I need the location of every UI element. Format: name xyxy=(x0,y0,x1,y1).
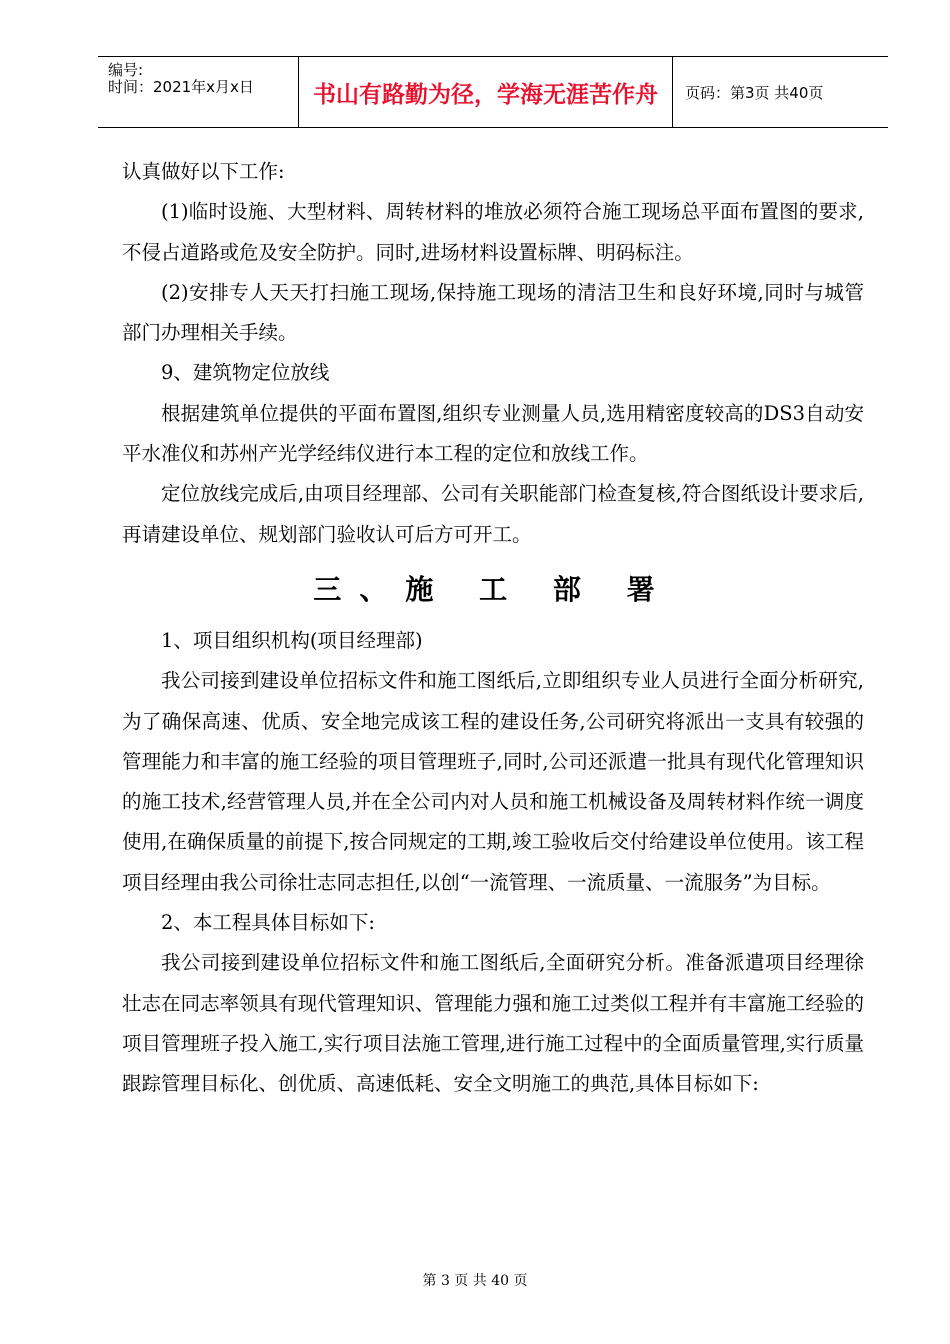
header-page-label: 页码：第3页 共40页 xyxy=(685,83,824,102)
header-motto: 书山有路勤为径，学海无涯苦作舟 xyxy=(299,57,673,127)
section-title: 三、施 工 部 署 xyxy=(313,572,673,606)
subheading: 1、项目组织机构(项目经理部) xyxy=(161,628,423,652)
header-meta xyxy=(98,57,299,127)
time-label: 时间：2021年x月x日 xyxy=(108,78,254,96)
subheading: 9、建筑物定位放线 xyxy=(161,361,330,385)
document-body xyxy=(122,152,864,1105)
paragraph: (2)安排专人天天打扫施工现场,保持施工现场的清洁卫生和良好环境,同时与城管部门办理相关手续。 xyxy=(122,280,864,345)
paragraph: 我公司接到建设单位招标文件和施工图纸后,全面研究分析。准备派遣项目经理徐壮志在同志率领具有现代管理知识、管理能力强和施工过类似工程并有丰富施工经验的项目管理班子投入施工,实行项目法施工管理,进行施工过程中的全面质量管理,实行质量跟踪管理目标化、创优质、高速低耗、安全文明施工的典范,具体目标如下: xyxy=(122,951,864,1096)
page-footer: 第 3 页 共 40 页 xyxy=(422,1273,528,1289)
paragraph: 我公司接到建设单位招标文件和施工图纸后,立即组织专业人员进行全面分析研究,为了确保高速、优质、安全地完成该工程的建设任务,公司研究将派出一支具有较强的管理能力和丰富的施工经验的项目管理班子,同时,公司还派遣一批具有现代化管理知识的施工技术,经营管理人员,并在全公司内对人员和施工机械设备及周转材料作统一调度使用,在确保质量的前提下,按合同规定的工期,竣工验收后交付给建设单位使用。该工程项目经理由我公司徐壮志同志担任,以创“一流管理、一流质量、一流服务”为目标。 xyxy=(122,669,864,894)
subheading: 2、本工程具体目标如下: xyxy=(161,911,375,935)
code-label: 编号: xyxy=(108,61,144,79)
paragraph: 定位放线完成后,由项目经理部、公司有关职能部门检查复核,符合图纸设计要求后,再请建设单位、规划部门验收认可后方可开工。 xyxy=(122,482,864,546)
paragraph: 认真做好以下工作: xyxy=(122,160,285,183)
paragraph: (1)临时设施、大型材料、周转材料的堆放必须符合施工现场总平面布置图的要求,不侵占道路或危及安全防护。同时,进场材料设置标牌、明码标注。 xyxy=(122,200,864,264)
page-header xyxy=(98,56,888,128)
paragraph: 根据建筑单位提供的平面布置图,组织专业测量人员,选用精密度较高的DS3自动安平水准仪和苏州产光学经纬仪进行本工程的定位和放线工作。 xyxy=(122,401,864,466)
